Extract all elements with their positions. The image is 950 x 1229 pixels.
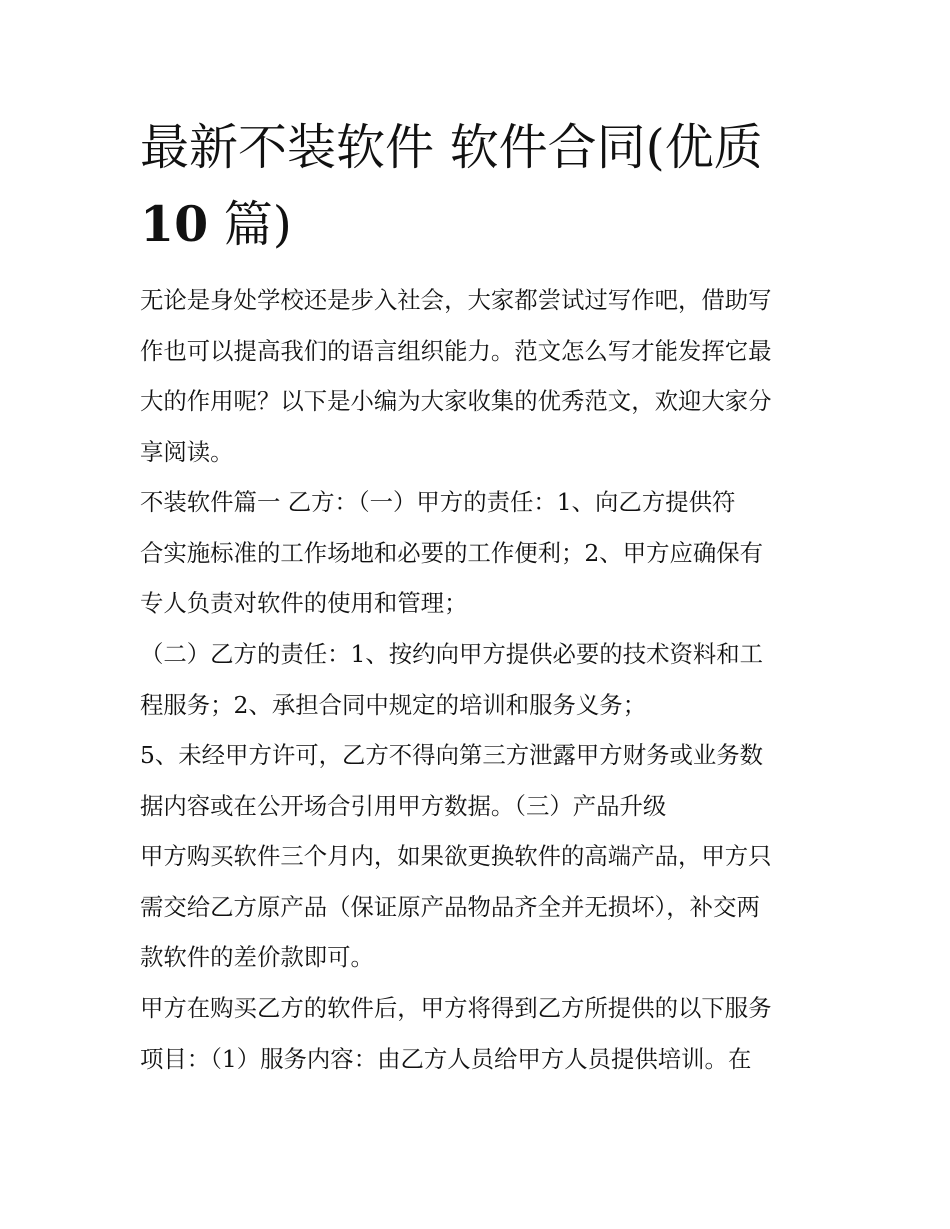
intro-paragraph (140, 275, 812, 477)
paragraph-line: 据内容或在公开场合引用甲方数据。（三）产品升级 (140, 791, 667, 820)
paragraph-line: 程服务；2、承担合同中规定的培训和服务义务； (140, 690, 647, 719)
paragraph-line: 5、未经甲方许可，乙方不得向第三方泄露甲方财务或业务数 (140, 741, 764, 769)
document-title (140, 110, 820, 263)
paragraph-line: 款软件的差价款即可。 (140, 943, 374, 971)
title-line-1: 最新不装软件 软件合同(优质 (140, 119, 763, 176)
paragraph-line: 专人负责对软件的使用和管理； (140, 589, 468, 617)
party-b-duties-paragraph (140, 629, 812, 730)
paragraph-line: 无论是身处学校还是步入社会，大家都尝试过写作吧，借助写 (140, 286, 772, 314)
section-one-paragraph (140, 477, 812, 629)
services-paragraph (140, 983, 812, 1084)
paragraph-line: 项目：（1）服务内容：由乙方人员给甲方人员提供培训。在 (140, 1044, 752, 1073)
confidentiality-paragraph (140, 730, 812, 831)
paragraph-line: 甲方在购买乙方的软件后，甲方将得到乙方所提供的以下服务 (140, 994, 772, 1022)
paragraph-line: 大的作用呢？以下是小编为大家收集的优秀范文，欢迎大家分 (140, 387, 772, 415)
paragraph-line: 合实施标准的工作场地和必要的工作便利；2、甲方应确保有 (140, 538, 764, 567)
paragraph-line: 享阅读。 (140, 437, 234, 466)
paragraph-line: 需交给乙方原产品（保证原产品物品齐全并无损坏），补交两 (140, 892, 760, 921)
title-number: 10 (140, 195, 209, 253)
paragraph-line: （二）乙方的责任：1、按约向甲方提供必要的技术资料和工 (140, 640, 764, 668)
title-suffix: 篇) (208, 196, 292, 253)
paragraph-line: 不装软件篇一 乙方：（一）甲方的责任：1、向乙方提供符 (140, 488, 736, 516)
upgrade-paragraph (140, 831, 812, 983)
paragraph-line: 作也可以提高我们的语言组织能力。范文怎么写才能发挥它最 (140, 336, 772, 365)
paragraph-line: 甲方购买软件三个月内，如果欲更换软件的高端产品，甲方只 (140, 842, 772, 870)
